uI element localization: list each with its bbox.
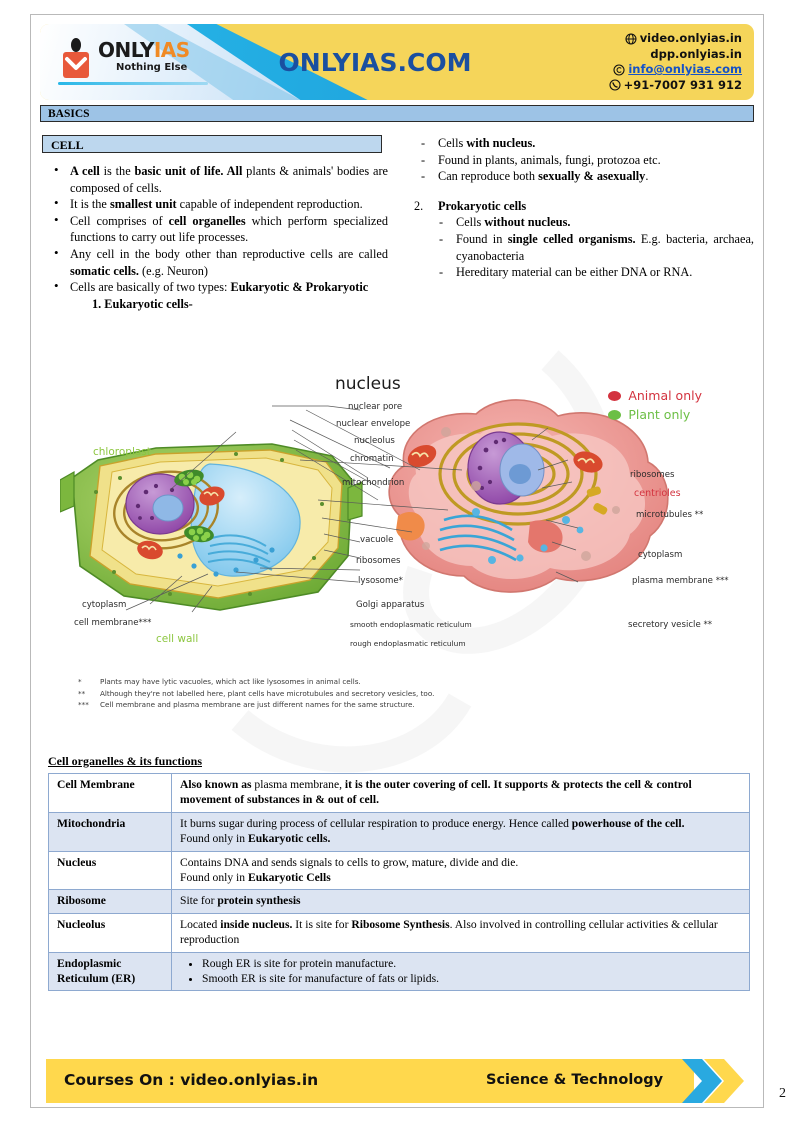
- site-title: ONLYIAS.COM: [278, 47, 472, 77]
- text-run: is the: [99, 164, 135, 178]
- diagram-label-smooth-er: smooth endoplasmatic reticulum: [350, 620, 472, 629]
- diagram-label-nucleus: nucleus: [335, 374, 401, 394]
- table-cell-organelle-name: Ribosome: [49, 890, 172, 913]
- text-run: Any cell in the body other than reproductive cells are called: [70, 246, 388, 261]
- diagram-footnote: [78, 676, 678, 688]
- text-run-bold: somatic cells.: [70, 263, 139, 278]
- page-header: [40, 24, 754, 100]
- prokaryotic-points-list: [430, 214, 754, 280]
- diagram-footnotes: [78, 676, 678, 711]
- page-number: 2: [779, 1086, 786, 1101]
- footnote-marker: *: [78, 677, 82, 686]
- table-description-line: [180, 831, 743, 846]
- prokaryotic-heading-item: [412, 198, 754, 281]
- text-run: Cells: [456, 215, 485, 230]
- table-cell-organelle-name: Nucleus: [49, 851, 172, 890]
- plant-cell-illustration: [60, 444, 362, 610]
- text-run: plasma membrane,: [251, 778, 342, 791]
- diagram-label-plasma-membrane: plasma membrane ***: [632, 576, 729, 586]
- text-run: Can reproduce both: [438, 169, 539, 184]
- table-cell-description: [172, 851, 750, 890]
- text-run-bold: A cell: [70, 164, 100, 178]
- table-bullet-list: [180, 956, 743, 987]
- text-run-bold: with nucleus.: [466, 136, 536, 150]
- header-contacts: [609, 31, 742, 93]
- text-run: Found only in: [180, 832, 248, 846]
- eukaryotic-point: [412, 152, 754, 169]
- text-run-bold: it is the outer covering of cell. It supports & protects the cell & control movement of substances in & out of cell.: [180, 778, 692, 807]
- diagram-label-ribosomes-center: ribosomes: [356, 556, 401, 566]
- text-run-bold: cell organelles: [168, 213, 246, 228]
- text-run: Contains DNA and sends signals to cells to grow, mature, divide and die.: [180, 855, 519, 869]
- diagram-label-chloroplast: chloroplast: [93, 446, 151, 458]
- eukaryotic-point: [412, 168, 754, 185]
- text-run: It is site for: [292, 917, 352, 931]
- table-row: [49, 812, 750, 851]
- text-run-bold: protein synthesis: [217, 894, 301, 908]
- legend-plant-only: [608, 405, 702, 424]
- text-run: Cells: [438, 136, 467, 150]
- phone-icon: [609, 79, 621, 91]
- table-cell-description: [172, 890, 750, 913]
- diagram-label-lysosome: lysosome*: [358, 576, 403, 586]
- table-title: Cell organelles & its functions: [48, 754, 202, 768]
- section-bar-basics: BASICS: [40, 105, 754, 122]
- diagram-label-cytoplasm-plant: cytoplasm: [82, 600, 127, 610]
- eukaryotic-point: [412, 135, 754, 152]
- organelles-table: [48, 773, 750, 991]
- contact-phone-text: +91-7007 931 912: [623, 77, 742, 92]
- footer-subject-text: Science & Technology: [486, 1072, 664, 1088]
- text-run: . Also involved in controlling cellular activities & cellular reproduction: [180, 917, 718, 947]
- legend-dot-plant: [608, 410, 621, 420]
- table-description-line: [180, 777, 743, 808]
- text-run: Hereditary material can be either DNA or RNA.: [456, 265, 693, 280]
- text-run: capable of independent reproduction.: [176, 197, 363, 212]
- table-description-line: [180, 917, 743, 948]
- text-run-bold: inside nucleus.: [220, 917, 293, 931]
- text-run: It burns sugar during process of cellular respiration to produce energy. Hence called: [180, 816, 572, 830]
- contact-row-dpp[interactable]: [609, 47, 742, 63]
- page-footer: [46, 1059, 746, 1103]
- diagram-label-vacuole: vacuole: [360, 535, 394, 545]
- text-run-bold: Ribosome Synthesis: [351, 917, 450, 931]
- right-text-column: [412, 135, 754, 281]
- eukaryotic-points-list: [412, 135, 754, 185]
- table-row: [49, 851, 750, 890]
- table-bullet-item: • Rough ER is site for protein manufacture.: [202, 956, 743, 971]
- table-cell-organelle-name: Nucleolus: [49, 913, 172, 952]
- section-bar-cell: CELL: [42, 135, 382, 153]
- prokaryotic-point: [430, 264, 754, 281]
- footnote-marker: ***: [78, 700, 89, 709]
- text-run: Found in plants, animals, fungi, protozoa etc.: [438, 152, 661, 167]
- table-description-line: [180, 870, 743, 885]
- cell-bullet-item: [48, 279, 388, 296]
- prokaryotic-point: [430, 214, 754, 231]
- cell-bullet-item: [48, 196, 388, 213]
- logo-ias: IAS: [153, 38, 190, 62]
- diagram-label-rough-er: rough endoplasmatic reticulum: [350, 639, 466, 648]
- contact-row-video[interactable]: [609, 31, 742, 47]
- table-cell-organelle-name: Mitochondria: [49, 812, 172, 851]
- table-cell-description: [172, 952, 750, 991]
- logo-underline: [58, 82, 208, 85]
- text-run-bold: smallest unit: [109, 197, 177, 212]
- legend-animal-only: [608, 386, 702, 405]
- table-description-line: [180, 893, 743, 908]
- diagram-label-cytoplasm-animal: cytoplasm: [638, 550, 683, 560]
- left-text-column: [48, 163, 388, 312]
- legend-label-plant: Plant only: [628, 407, 691, 422]
- text-run-bold: without nucleus.: [484, 215, 571, 230]
- eukaryotic-cells-heading: 1. Eukaryotic cells-: [92, 296, 193, 311]
- table-description-line: [180, 855, 743, 870]
- animal-cell-illustration: [389, 400, 668, 592]
- text-run-bold: single celled organisms.: [507, 231, 636, 246]
- logo-only: ONLY: [98, 38, 154, 62]
- table-bullet-item: • Smooth ER is site for manufacture of fats or lipids.: [202, 971, 743, 986]
- table-cell-description: [172, 913, 750, 952]
- diagram-footnote: [78, 699, 678, 711]
- text-run: Cell comprises of: [70, 213, 169, 228]
- diagram-legend: [608, 386, 702, 424]
- table-row: [49, 774, 750, 813]
- text-run-bold: Eukaryotic cells.: [247, 832, 331, 846]
- diagram-label-centrioles: centrioles: [634, 488, 681, 499]
- text-run-bold: Also known as: [180, 778, 252, 791]
- cell-bullet-item: [48, 246, 388, 279]
- diagram-label-microtubules: microtubules **: [636, 510, 704, 520]
- cell-bullet-item: [48, 213, 388, 246]
- text-run: E.g. bacteria, archaea, cyanobacteria: [456, 231, 755, 263]
- contact-email-text: info@onlyias.com: [628, 62, 742, 76]
- text-run: which perform specialized functions to carry out life processes.: [70, 213, 388, 245]
- table-cell-organelle-name: Cell Membrane: [49, 774, 172, 813]
- prokaryotic-number: 2.: [414, 198, 424, 213]
- contact-row-email[interactable]: [609, 62, 742, 78]
- footnote-marker: **: [78, 688, 86, 698]
- diagram-label-mitochondrion: mitochondrion: [342, 478, 405, 488]
- contact-row-phone[interactable]: [609, 78, 742, 94]
- diagram-label-nucleolus: nucleolus: [354, 436, 395, 446]
- prokaryotic-heading: Prokaryotic cells: [438, 198, 527, 213]
- text-run: Found in: [456, 231, 508, 246]
- text-run: Cells are basically of two types:: [70, 280, 231, 295]
- globe-icon: [625, 33, 637, 45]
- logo-tagline: Nothing Else: [116, 62, 188, 73]
- prokaryotic-block: [412, 198, 754, 281]
- diagram-label-cell-wall: cell wall: [156, 633, 199, 645]
- text-run: Site for: [180, 894, 218, 908]
- diagram-label-nuclear-pore: nuclear pore: [348, 402, 403, 412]
- footer-courses-text: Courses On : video.onlyias.in: [64, 1071, 319, 1089]
- footnote-text: Although they're not labelled here, plant cells have microtubules and secretory vesicles, too.: [100, 688, 435, 698]
- text-run: (e.g. Neuron): [138, 263, 208, 278]
- cell-diagram: [60, 360, 740, 670]
- diagram-label-cell-membrane: cell membrane***: [74, 618, 152, 628]
- table-row: [49, 952, 750, 991]
- legend-dot-animal: [608, 391, 621, 401]
- text-run-bold: Eukaryotic & Prokaryotic: [230, 280, 369, 295]
- table-row: [49, 890, 750, 913]
- table-cell-description: [172, 774, 750, 813]
- footnote-text: Plants may have lytic vacuoles, which act like lysosomes in animal cells.: [100, 677, 361, 686]
- footnote-text: Cell membrane and plasma membrane are just different names for the same structure.: [100, 700, 415, 709]
- diagram-footnote: [78, 688, 678, 700]
- diagram-label-nuclear-envelope: nuclear envelope: [336, 419, 411, 429]
- cell-bullet-item: [48, 163, 388, 196]
- legend-label-animal: Animal only: [628, 388, 702, 403]
- diagram-label-ribosomes-animal: ribosomes: [630, 470, 675, 480]
- table-row: [49, 913, 750, 952]
- logo-book-icon: [56, 38, 96, 82]
- text-run-bold: basic unit of life. All: [134, 164, 243, 178]
- contact-video-text: video.onlyias.in: [639, 31, 742, 45]
- diagram-label-chromatin: chromatin: [350, 454, 394, 464]
- text-run: plants & animals' bodies are composed of cells.: [70, 164, 388, 195]
- text-run: .: [645, 169, 649, 184]
- table-cell-description: [172, 812, 750, 851]
- text-run: Located: [180, 917, 221, 931]
- text-run-bold: sexually & asexually: [538, 169, 646, 184]
- cell-bullet-list: [48, 163, 388, 296]
- diagram-label-secretory-vesicle: secretory vesicle **: [628, 620, 713, 630]
- text-run: It is the: [70, 197, 110, 212]
- chevron-right-icon: [682, 1059, 748, 1103]
- prokaryotic-point: [430, 231, 754, 264]
- contact-dpp-text: dpp.onlyias.in: [650, 46, 742, 61]
- email-icon: [613, 64, 625, 76]
- text-run: Found only in: [180, 871, 248, 885]
- table-cell-organelle-name: Endoplasmic Reticulum (ER): [49, 952, 172, 991]
- text-run-bold: powerhouse of the cell.: [571, 816, 685, 830]
- brand-logo: [54, 32, 214, 94]
- diagram-label-golgi: Golgi apparatus: [356, 600, 425, 610]
- text-run-bold: Eukaryotic Cells: [247, 871, 331, 885]
- logo-wordmark: [98, 40, 190, 60]
- table-description-line: [180, 816, 743, 831]
